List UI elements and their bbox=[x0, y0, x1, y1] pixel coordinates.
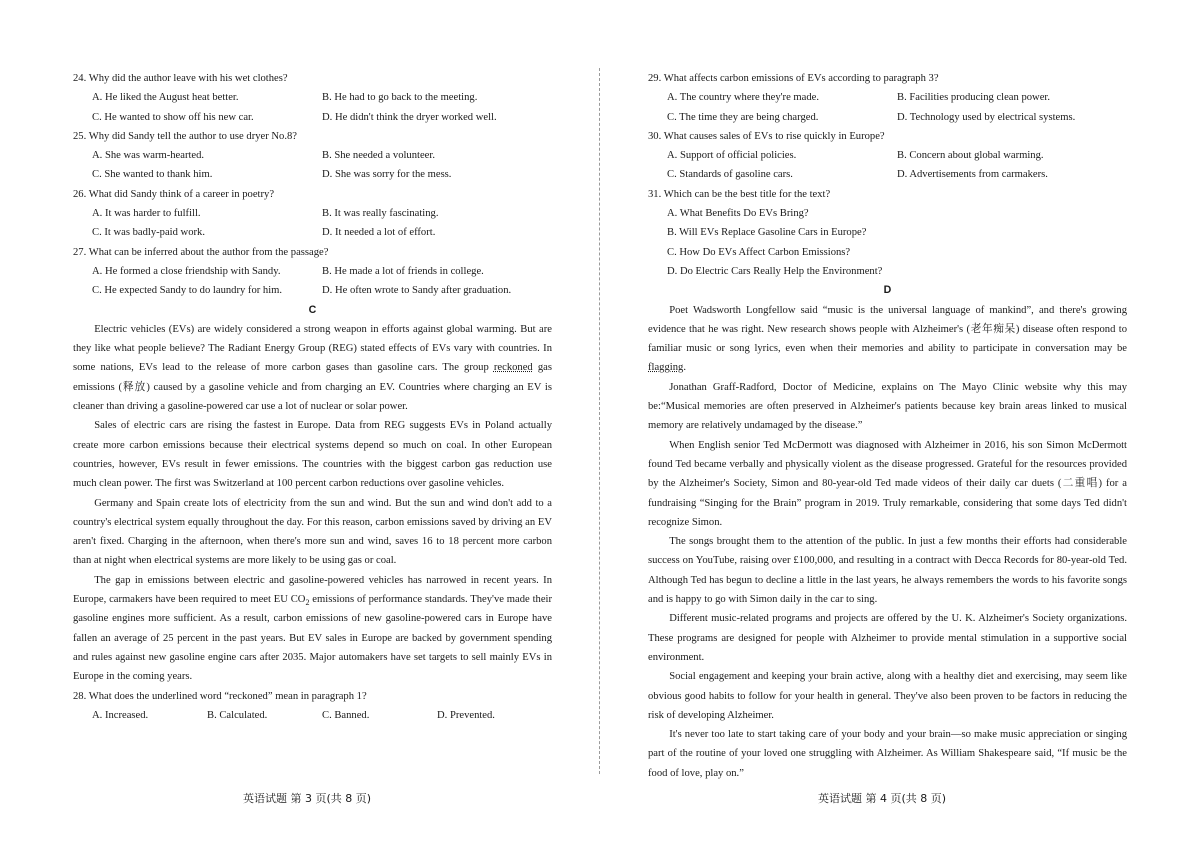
right-page bbox=[648, 69, 1127, 783]
q31-option-d bbox=[648, 262, 1127, 281]
passage-text: gas emissions (释放) caused by a gasoline vehicle and from charging an EV. Countries where charging an EV is cleaner than driving a gasoline-powered car use a lot of nuclear or solar power. bbox=[73, 362, 552, 413]
q30-option-d: D. Advertisements from carmakers. bbox=[897, 169, 1048, 181]
subscript: 2 bbox=[305, 598, 310, 608]
q30-option-b: B. Concern about global warming. bbox=[897, 150, 1044, 162]
passage-d-paragraph-1 bbox=[648, 301, 1127, 378]
q24-option-c: C. He wanted to show off his new car. bbox=[92, 111, 254, 123]
q27-option-d: D. He often wrote to Sandy after graduation. bbox=[322, 285, 512, 297]
option-text: D. Do Electric Cars Really Help the Environment? bbox=[667, 265, 883, 277]
q29-option-b: B. Facilities producing clean power. bbox=[897, 92, 1050, 104]
q27-option-a: A. He formed a close friendship with Sandy. bbox=[92, 265, 281, 277]
q28-option-d: D. Prevented. bbox=[437, 709, 495, 721]
column-divider bbox=[599, 68, 600, 774]
passage-d-paragraph-2: Jonathan Graff-Radford, Doctor of Medicine, explains on The Mayo Clinic website why this may be:“Musical memories are often preserved in Alzheimer's patients because key brain areas linked to musical memory are relatively undamaged by the disease.” bbox=[648, 381, 1127, 432]
section-d-heading: D bbox=[883, 284, 892, 297]
underlined-word-reckoned: reckoned bbox=[493, 362, 533, 374]
q24-option-a: A. He liked the August heat better. bbox=[92, 92, 239, 104]
q28-stem: 28. What does the underlined word “reckoned” mean in paragraph 1? bbox=[73, 690, 367, 702]
q27-stem: 27. What can be inferred about the author from the passage? bbox=[73, 246, 329, 258]
q29-stem: 29. What affects carbon emissions of EVs according to paragraph 3? bbox=[648, 73, 939, 84]
passage-d-paragraph-5: Different music-related programs and projects are offered by the U. K. Alzheimer's Society organizations. These programs are designed for people with Alzheimer to provide mental stimulation in a supportive social environment. bbox=[648, 613, 1127, 663]
q28-option-b: B. Calculated. bbox=[207, 709, 268, 721]
passage-c-paragraph-2: Sales of electric cars are rising the fastest in Europe. Data from REG suggests EVs in Poland actually create more carbon emissions because their electrical systems depend so much on coal. In other European countries, however, EVs result in fewer emissions. The countries with the biggest carbon gas reduction use much clean power. The first was Switzerland at 100 percent carbon reductions over gasoline vehicles. bbox=[73, 420, 552, 490]
q26-options bbox=[73, 223, 552, 242]
q27-options bbox=[73, 262, 552, 281]
passage-d-paragraph-3: When English senior Ted McDermott was diagnosed with Alzheimer in 2016, his son Simon McDermott found Ted became verbally and physically violent as the disease progressed. Grateful for the resources provided by the Alzheimer's Society, Simon and 80-year-old Ted made videos of their daily car duets (二重唱) for a fundraising “Singing for the Brain” program in 2019. Truly remarkable, considering that some days Ted didn't recognize Simon. bbox=[648, 439, 1127, 528]
q27-options bbox=[73, 281, 552, 300]
q31-stem: 31. Which can be the best title for the text? bbox=[648, 188, 831, 200]
option-text: C. How Do EVs Affect Carbon Emissions? bbox=[667, 246, 851, 258]
q24-options bbox=[73, 88, 552, 107]
passage-text: emissions of performance standards. They've made their gasoline engines more sufficient. As a result, carbon emissions of new gasoline-powered cars in Europe have fallen an average of 25 percent in the past years. But EV sales in Europe are backed by government spending and rules against new gasoline engine cars after 2035. Major automakers have set targets to sell mainly EVs in Europe in the coming years. bbox=[73, 594, 552, 683]
passage-d-paragraph-6: Social engagement and keeping your brain active, along with a healthy diet and exercising, may seem like obvious good habits to follow for your health in general. They've also been proven to be factors in reducing the risk of developing Alzheimer. bbox=[648, 671, 1127, 721]
q29-option-c: C. The time they are being charged. bbox=[667, 111, 819, 123]
page-footer-right: 英语试题 第 4 页(共 8 页) bbox=[818, 792, 947, 805]
q24-options bbox=[73, 108, 552, 127]
q30-options bbox=[648, 165, 1127, 184]
passage-text: Electric vehicles (EVs) are widely considered a strong weapon in efforts against global warming. But are they like what people believe? The Radiant Energy Group (REG) stated effects of EVs vary with countries. In some nations, EVs lead to the release of more carbon gases than gasoline cars. The group bbox=[73, 323, 552, 374]
q30-options bbox=[648, 146, 1127, 165]
passage-d-paragraph-4: The songs brought them to the attention of the public. In just a few months their efforts had considerable success on YouTube, raising over £100,000, and resulting in a contract with Decca Records for 80-year-old Ted. Although Ted has begun to decline a little in the last years, he always remembers the words to his favorite songs and is happy to go with Simon daily in the car to sing. bbox=[648, 536, 1127, 606]
option-text: A. What Benefits Do EVs Bring? bbox=[667, 208, 809, 220]
q29-options bbox=[648, 108, 1127, 127]
q24-option-d: D. He didn't think the dryer worked well. bbox=[322, 111, 497, 123]
q31-option-c bbox=[648, 243, 1127, 262]
q25-option-c: C. She wanted to thank him. bbox=[92, 169, 213, 181]
q25-options bbox=[73, 165, 552, 184]
q26-option-c: C. It was badly-paid work. bbox=[92, 227, 205, 239]
q25-option-d: D. She was sorry for the mess. bbox=[322, 169, 452, 181]
q25-options bbox=[73, 146, 552, 165]
q29-option-a: A. The country where they're made. bbox=[667, 92, 820, 104]
passage-c-paragraph-3: Germany and Spain create lots of electricity from the sun and wind. But the sun and wind don't add to a country's electrical system equally throughout the day. For this reason, carbon emissions saved by driving an EV aren't fixed. Charging in the afternoon, when there's more sun and wind, saves 16 to 18 percent more carbon than at night when electrical systems are more likely to be using gas or coal. bbox=[73, 497, 552, 567]
q30-option-a: A. Support of official policies. bbox=[667, 150, 797, 162]
page-footer-left: 英语试题 第 3 页(共 8 页) bbox=[243, 792, 372, 805]
q24-stem: 24. Why did the author leave with his wet clothes? bbox=[73, 73, 288, 84]
q25-option-b: B. She needed a volunteer. bbox=[322, 150, 435, 162]
q26-option-a: A. It was harder to fulfill. bbox=[92, 208, 201, 220]
underlined-word-flagging: flagging bbox=[648, 362, 684, 374]
passage-d-paragraph-7: It's never too late to start taking care of your body and your brain—so make music appreciation or singing part of the routine of your loved one struggling with Alzheimer. As William Shakespeare said, “If music be the food of love, play on.” bbox=[648, 729, 1127, 779]
q30-stem: 30. What causes sales of EVs to rise quickly in Europe? bbox=[648, 130, 885, 142]
q26-options bbox=[73, 204, 552, 223]
left-page bbox=[73, 69, 552, 725]
q26-stem: 26. What did Sandy think of a career in poetry? bbox=[73, 188, 275, 200]
q25-stem: 25. Why did Sandy tell the author to use dryer No.8? bbox=[73, 130, 297, 142]
q31-option-b bbox=[648, 223, 1127, 242]
q30-option-c: C. Standards of gasoline cars. bbox=[667, 169, 793, 181]
q27-option-b: B. He made a lot of friends in college. bbox=[322, 265, 484, 277]
q31-option-a bbox=[648, 204, 1127, 223]
passage-c-paragraph-1 bbox=[73, 320, 552, 416]
section-c-heading: C bbox=[308, 303, 317, 316]
q28-option-c: C. Banned. bbox=[322, 709, 370, 721]
option-text: B. Will EVs Replace Gasoline Cars in Europe? bbox=[667, 227, 867, 239]
passage-text: Poet Wadsworth Longfellow said “music is the universal language of mankind”, and there's growing evidence that he was right. New research shows people with Alzheimer's (老年痴呆) disease often respond to familiar music or song lyrics, even when their memories and ability to participate in conversation may be bbox=[648, 304, 1127, 355]
passage-c-paragraph-4 bbox=[73, 571, 552, 687]
q25-option-a: A. She was warm-hearted. bbox=[92, 150, 205, 162]
q28-option-a: A. Increased. bbox=[92, 709, 149, 721]
q29-option-d: D. Technology used by electrical systems. bbox=[897, 111, 1076, 123]
q24-option-b: B. He had to go back to the meeting. bbox=[322, 92, 478, 104]
q28-options bbox=[73, 706, 552, 725]
q26-option-d: D. It needed a lot of effort. bbox=[322, 227, 436, 239]
q29-options bbox=[648, 88, 1127, 107]
passage-text: The gap in emissions between electric and gasoline-powered vehicles has narrowed in recent years. In Europe, carmakers have been required to meet EU CO bbox=[73, 574, 552, 606]
q27-option-c: C. He expected Sandy to do laundry for him. bbox=[92, 285, 283, 297]
passage-text: . bbox=[683, 362, 686, 374]
q26-option-b: B. It was really fascinating. bbox=[322, 208, 439, 220]
